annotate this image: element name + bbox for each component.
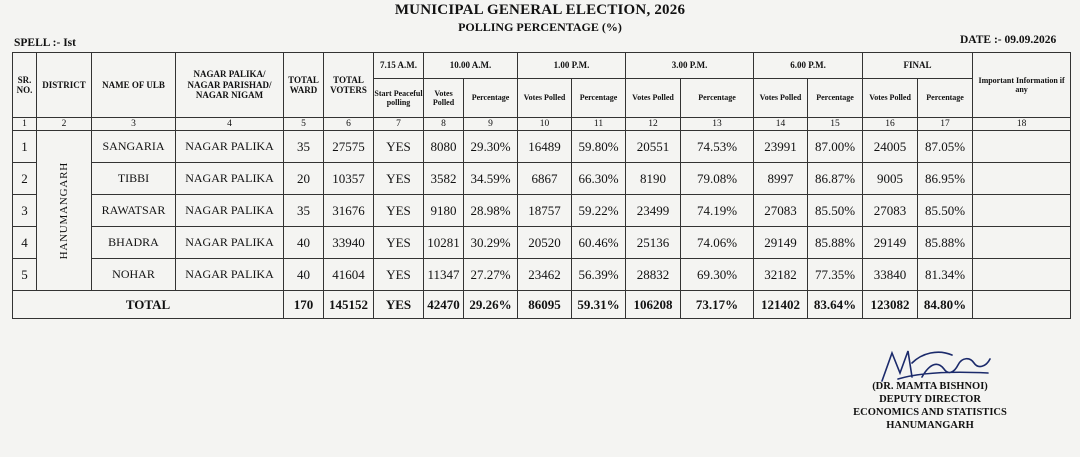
total-votes-6pm: 121402 bbox=[754, 291, 808, 319]
ulb-name: RAWATSAR bbox=[92, 195, 176, 227]
col-start-polling: Start Peaceful polling bbox=[374, 79, 424, 118]
col-number: 12 bbox=[626, 118, 681, 131]
sr-no: 5 bbox=[13, 259, 37, 291]
table-row bbox=[13, 131, 1071, 163]
col-number: 6 bbox=[324, 118, 374, 131]
important-info bbox=[973, 259, 1071, 291]
handwritten-signature bbox=[878, 343, 998, 385]
pct-6pm: 85.50% bbox=[808, 195, 863, 227]
pct-3pm: 79.08% bbox=[681, 163, 754, 195]
pct-3pm: 69.30% bbox=[681, 259, 754, 291]
total-votes-1pm: 86095 bbox=[518, 291, 572, 319]
votes-final: 9005 bbox=[863, 163, 918, 195]
ulb-name: SANGARIA bbox=[92, 131, 176, 163]
important-info bbox=[973, 227, 1071, 259]
pct-6pm: 86.87% bbox=[808, 163, 863, 195]
col-final: FINAL bbox=[863, 53, 973, 79]
votes-final: 27083 bbox=[863, 195, 918, 227]
votes-3pm: 8190 bbox=[626, 163, 681, 195]
start-polling: YES bbox=[374, 195, 424, 227]
ulb-type: NAGAR PALIKA bbox=[176, 227, 284, 259]
start-polling: YES bbox=[374, 131, 424, 163]
col-pct-10am: Percentage bbox=[464, 79, 518, 118]
total-label: TOTAL bbox=[13, 291, 284, 319]
pct-1pm: 59.80% bbox=[572, 131, 626, 163]
votes-6pm: 27083 bbox=[754, 195, 808, 227]
col-number: 13 bbox=[681, 118, 754, 131]
col-number: 3 bbox=[92, 118, 176, 131]
votes-10am: 9180 bbox=[424, 195, 464, 227]
total-voters: 10357 bbox=[324, 163, 374, 195]
pct-3pm: 74.19% bbox=[681, 195, 754, 227]
total-pct-1pm: 59.31% bbox=[572, 291, 626, 319]
votes-6pm: 29149 bbox=[754, 227, 808, 259]
votes-1pm: 6867 bbox=[518, 163, 572, 195]
votes-10am: 10281 bbox=[424, 227, 464, 259]
total-voters: 41604 bbox=[324, 259, 374, 291]
important-info bbox=[973, 163, 1071, 195]
votes-6pm: 23991 bbox=[754, 131, 808, 163]
ulb-type: NAGAR PALIKA bbox=[176, 131, 284, 163]
total-important-info bbox=[973, 291, 1071, 319]
sr-no: 3 bbox=[13, 195, 37, 227]
col-number: 1 bbox=[13, 118, 37, 131]
total-voters: 31676 bbox=[324, 195, 374, 227]
votes-6pm: 32182 bbox=[754, 259, 808, 291]
pct-10am: 27.27% bbox=[464, 259, 518, 291]
pct-10am: 34.59% bbox=[464, 163, 518, 195]
pct-final: 81.34% bbox=[918, 259, 973, 291]
total-voters: 33940 bbox=[324, 227, 374, 259]
col-number: 4 bbox=[176, 118, 284, 131]
table-row bbox=[13, 163, 1071, 195]
total-voters-sum: 145152 bbox=[324, 291, 374, 319]
col-total-voters: TOTAL VOTERS bbox=[324, 53, 374, 118]
pct-final: 85.88% bbox=[918, 227, 973, 259]
votes-final: 29149 bbox=[863, 227, 918, 259]
ulb-name: TIBBI bbox=[92, 163, 176, 195]
votes-1pm: 16489 bbox=[518, 131, 572, 163]
district-cell bbox=[37, 131, 92, 291]
district-name: HANUMANGARH bbox=[58, 161, 70, 260]
total-pct-3pm: 73.17% bbox=[681, 291, 754, 319]
signatory-location: HANUMANGARH bbox=[886, 420, 974, 431]
total-votes-final: 123082 bbox=[863, 291, 918, 319]
total-ward: 35 bbox=[284, 195, 324, 227]
votes-10am: 11347 bbox=[424, 259, 464, 291]
document-subtitle: POLLING PERCENTAGE (%) bbox=[458, 20, 622, 34]
col-number: 8 bbox=[424, 118, 464, 131]
col-ulb-name: NAME OF ULB bbox=[92, 53, 176, 118]
ulb-name: BHADRA bbox=[92, 227, 176, 259]
col-number: 15 bbox=[808, 118, 863, 131]
col-number: 18 bbox=[973, 118, 1071, 131]
start-polling: YES bbox=[374, 227, 424, 259]
total-ward: 35 bbox=[284, 131, 324, 163]
start-polling: YES bbox=[374, 163, 424, 195]
document-title: MUNICIPAL GENERAL ELECTION, 2026 bbox=[394, 2, 686, 18]
sr-no: 1 bbox=[13, 131, 37, 163]
pct-final: 86.95% bbox=[918, 163, 973, 195]
pct-final: 87.05% bbox=[918, 131, 973, 163]
ulb-type: NAGAR PALIKA bbox=[176, 259, 284, 291]
votes-1pm: 20520 bbox=[518, 227, 572, 259]
col-pct-3pm: Percentage bbox=[681, 79, 754, 118]
total-wards: 170 bbox=[284, 291, 324, 319]
col-district: DISTRICT bbox=[37, 53, 92, 118]
total-votes-3pm: 106208 bbox=[626, 291, 681, 319]
votes-3pm: 23499 bbox=[626, 195, 681, 227]
col-number: 5 bbox=[284, 118, 324, 131]
col-number: 17 bbox=[918, 118, 973, 131]
col-6pm: 6.00 P.M. bbox=[754, 53, 863, 79]
signatory-designation: DEPUTY DIRECTOR bbox=[879, 394, 981, 405]
signatory-department: ECONOMICS AND STATISTICS bbox=[853, 407, 1007, 418]
pct-1pm: 66.30% bbox=[572, 163, 626, 195]
table-row bbox=[13, 259, 1071, 291]
total-pct-6pm: 83.64% bbox=[808, 291, 863, 319]
important-info bbox=[973, 131, 1071, 163]
col-pct-1pm: Percentage bbox=[572, 79, 626, 118]
votes-3pm: 28832 bbox=[626, 259, 681, 291]
pct-1pm: 60.46% bbox=[572, 227, 626, 259]
pct-10am: 28.98% bbox=[464, 195, 518, 227]
col-pct-6pm: Percentage bbox=[808, 79, 863, 118]
votes-3pm: 20551 bbox=[626, 131, 681, 163]
col-votes-1pm: Votes Polled bbox=[518, 79, 572, 118]
col-number: 16 bbox=[863, 118, 918, 131]
date-label: DATE :- 09.09.2026 bbox=[960, 34, 1057, 46]
ulb-type: NAGAR PALIKA bbox=[176, 163, 284, 195]
col-number: 9 bbox=[464, 118, 518, 131]
col-10am: 10.00 A.M. bbox=[424, 53, 518, 79]
pct-3pm: 74.53% bbox=[681, 131, 754, 163]
total-ward: 40 bbox=[284, 227, 324, 259]
total-start-polling: YES bbox=[374, 291, 424, 319]
col-votes-final: Votes Polled bbox=[863, 79, 918, 118]
pct-10am: 29.30% bbox=[464, 131, 518, 163]
table-row bbox=[13, 195, 1071, 227]
total-row bbox=[13, 291, 1071, 319]
pct-6pm: 77.35% bbox=[808, 259, 863, 291]
col-sr-no: SR. NO. bbox=[13, 53, 37, 118]
pct-10am: 30.29% bbox=[464, 227, 518, 259]
col-votes-3pm: Votes Polled bbox=[626, 79, 681, 118]
pct-1pm: 56.39% bbox=[572, 259, 626, 291]
col-number: 10 bbox=[518, 118, 572, 131]
col-total-ward: TOTAL WARD bbox=[284, 53, 324, 118]
col-important-info: Important Information if any bbox=[973, 53, 1071, 118]
pct-6pm: 85.88% bbox=[808, 227, 863, 259]
votes-1pm: 23462 bbox=[518, 259, 572, 291]
ulb-type: NAGAR PALIKA bbox=[176, 195, 284, 227]
col-number: 2 bbox=[37, 118, 92, 131]
pct-final: 85.50% bbox=[918, 195, 973, 227]
col-1pm: 1.00 P.M. bbox=[518, 53, 626, 79]
votes-final: 24005 bbox=[863, 131, 918, 163]
col-number: 7 bbox=[374, 118, 424, 131]
polling-table bbox=[12, 52, 1071, 319]
col-votes-6pm: Votes Polled bbox=[754, 79, 808, 118]
spell-label: SPELL :- Ist bbox=[14, 37, 76, 49]
col-ulb-type: NAGAR PALIKA/ NAGAR PARISHAD/ NAGAR NIGAM bbox=[176, 53, 284, 118]
pct-6pm: 87.00% bbox=[808, 131, 863, 163]
col-715am: 7.15 A.M. bbox=[374, 53, 424, 79]
important-info bbox=[973, 195, 1071, 227]
votes-final: 33840 bbox=[863, 259, 918, 291]
pct-1pm: 59.22% bbox=[572, 195, 626, 227]
column-number-row bbox=[13, 118, 1071, 131]
votes-1pm: 18757 bbox=[518, 195, 572, 227]
col-pct-final: Percentage bbox=[918, 79, 973, 118]
total-votes-10am: 42470 bbox=[424, 291, 464, 319]
votes-10am: 8080 bbox=[424, 131, 464, 163]
signatory-name: (DR. MAMTA BISHNOI) bbox=[872, 381, 988, 392]
col-3pm: 3.00 P.M. bbox=[626, 53, 754, 79]
total-ward: 20 bbox=[284, 163, 324, 195]
sr-no: 2 bbox=[13, 163, 37, 195]
total-pct-final: 84.80% bbox=[918, 291, 973, 319]
votes-6pm: 8997 bbox=[754, 163, 808, 195]
pct-3pm: 74.06% bbox=[681, 227, 754, 259]
total-pct-10am: 29.26% bbox=[464, 291, 518, 319]
ulb-name: NOHAR bbox=[92, 259, 176, 291]
col-number: 11 bbox=[572, 118, 626, 131]
start-polling: YES bbox=[374, 259, 424, 291]
col-number: 14 bbox=[754, 118, 808, 131]
votes-10am: 3582 bbox=[424, 163, 464, 195]
col-votes-10am: Votes Polled bbox=[424, 79, 464, 118]
total-voters: 27575 bbox=[324, 131, 374, 163]
table-row bbox=[13, 227, 1071, 259]
votes-3pm: 25136 bbox=[626, 227, 681, 259]
sr-no: 4 bbox=[13, 227, 37, 259]
total-ward: 40 bbox=[284, 259, 324, 291]
